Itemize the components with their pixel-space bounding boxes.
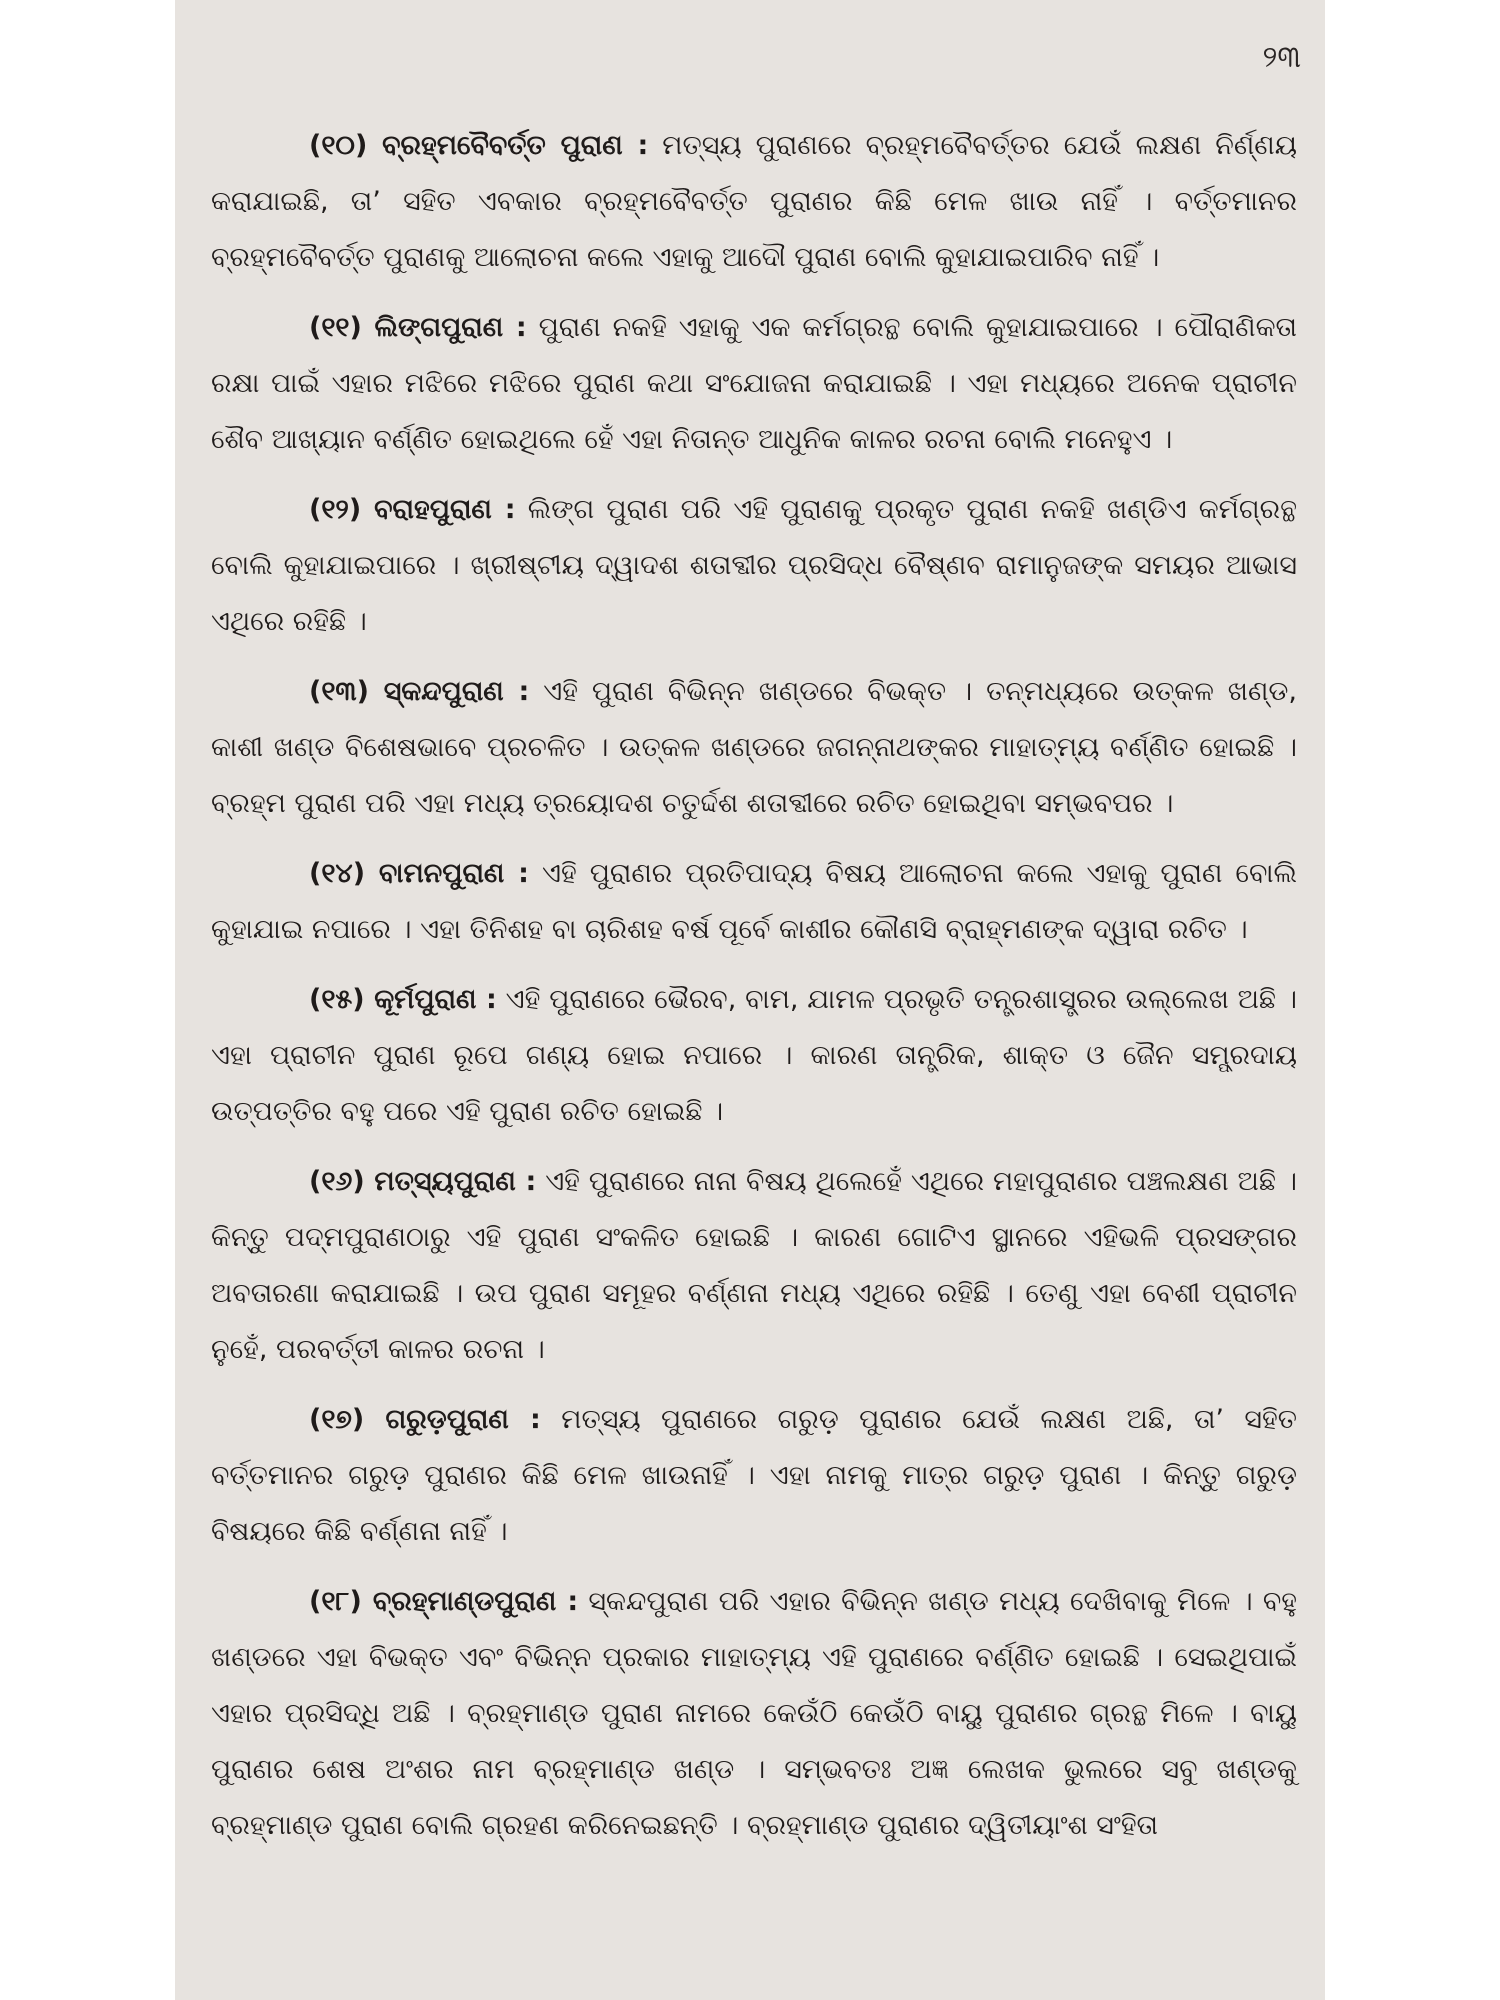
purana-entry-10 xyxy=(211,118,1297,286)
purana-entry-14 xyxy=(211,846,1297,958)
entry-heading: (୧୪) ବାମନପୁରାଣ : xyxy=(309,858,529,889)
entry-heading: (୧୫) କୂର୍ମପୁରାଣ : xyxy=(309,984,497,1015)
purana-entry-13 xyxy=(211,664,1297,832)
entry-body: ଏହି ପୁରାଣରେ ନାନା ବିଷୟ ଥିଲେହେଁ ଏଥିରେ ମହାପୁରାଣର ପଞ୍ଚଲକ୍ଷଣ ଅଛି । କିନ୍ତୁ ପଦ୍ମପୁରାଣଠାରୁ ଏହି ପୁରାଣ ସଂକଳିତ ହୋଇଛି । କାରଣ ଗୋଟିଏ ସ୍ଥାନରେ ଏହିଭଳି ପ୍ରସଙ୍ଗର ଅବତାରଣା କରାଯାଇଛି । ଉପ ପୁରାଣ ସମୂହର ବର୍ଣ୍ଣନା ମଧ୍ୟ ଏଥିରେ ରହିଛି । ତେଣୁ ଏହା ବେଶୀ ପ୍ରାଚୀନ ନୁହେଁ, ପରବର୍ତ୍ତୀ କାଳର ରଚନା । xyxy=(211,1166,1297,1365)
entry-body: ଲିଙ୍ଗ ପୁରାଣ ପରି ଏହି ପୁରାଣକୁ ପ୍ରକୃତ ପୁରାଣ ନକହି ଖଣ୍ଡିଏ କର୍ମଗ୍ରନ୍ଥ ବୋଲି କୁହାଯାଇପାରେ । ଖ୍ରୀଷ୍ଟୀୟ ଦ୍ୱାଦଶ ଶତାବ୍ଦୀର ପ୍ରସିଦ୍ଧ ବୈଷ୍ଣବ ରାମାନୁଜଙ୍କ ସମୟର ଆଭାସ ଏଥିରେ ରହିଛି । xyxy=(211,494,1297,637)
entry-heading: (୧୩) ସ୍କନ୍ଦପୁରାଣ : xyxy=(309,676,530,707)
purana-entry-12 xyxy=(211,482,1297,650)
entry-body: ପୁରାଣ ନକହି ଏହାକୁ ଏକ କର୍ମଗ୍ରନ୍ଥ ବୋଲି କୁହାଯାଇପାରେ । ପୌରାଣିକତା ରକ୍ଷା ପାଇଁ ଏହାର ମଝିରେ ମଝିରେ ପୁରାଣ କଥା ସଂଯୋଜନା କରାଯାଇଛି । ଏହା ମଧ୍ୟରେ ଅନେକ ପ୍ରାଚୀନ ଶୈବ ଆଖ୍ୟାନ ବର୍ଣ୍ଣିତ ହୋଇଥିଲେ ହେଁ ଏହା ନିତାନ୍ତ ଆଧୁନିକ କାଳର ରଚନା ବୋଲି ମନେହୁଏ । xyxy=(211,312,1297,455)
entry-body: ମତ୍ସ୍ୟ ପୁରାଣରେ ଗରୁଡ଼ ପୁରାଣର ଯେଉଁ ଲକ୍ଷଣ ଅଛି, ତା’ ସହିତ ବର୍ତ୍ତମାନର ଗରୁଡ଼ ପୁରାଣର କିଛି ମେଳ ଖାଉନାହିଁ । ଏହା ନାମକୁ ମାତ୍ର ଗରୁଡ଼ ପୁରାଣ । କିନ୍ତୁ ଗରୁଡ଼ ବିଷୟରେ କିଛି ବର୍ଣ୍ଣନା ନାହିଁ । xyxy=(211,1404,1298,1547)
entry-body: ଏହି ପୁରାଣ ବିଭିନ୍ନ ଖଣ୍ଡରେ ବିଭକ୍ତ । ତନ୍ମଧ୍ୟରେ ଉତ୍କଳ ଖଣ୍ଡ, କାଶୀ ଖଣ୍ଡ ବିଶେଷଭାବେ ପ୍ରଚଳିତ । ଉତ୍କଳ ଖଣ୍ଡରେ ଜଗନ୍ନାଥଙ୍କର ମାହାତ୍ମ୍ୟ ବର୍ଣ୍ଣିତ ହୋଇଛି । ବ୍ରହ୍ମ ପୁରାଣ ପରି ଏହା ମଧ୍ୟ ତ୍ରୟୋଦଶ ଚତୁର୍ଦ୍ଦଶ ଶତାବ୍ଦୀରେ ରଚିତ ହୋଇଥିବା ସମ୍ଭବପର । xyxy=(211,676,1297,819)
purana-entry-11 xyxy=(211,300,1297,468)
entry-heading: (୧୮) ବ୍ରହ୍ମାଣ୍ଡପୁରାଣ : xyxy=(309,1586,579,1617)
entry-body: ସ୍କନ୍ଦପୁରାଣ ପରି ଏହାର ବିଭିନ୍ନ ଖଣ୍ଡ ମଧ୍ୟ ଦେଖିବାକୁ ମିଳେ । ବହୁ ଖଣ୍ଡରେ ଏହା ବିଭକ୍ତ ଏବଂ ବିଭିନ୍ନ ପ୍ରକାର ମାହାତ୍ମ୍ୟ ଏହି ପୁରାଣରେ ବର୍ଣ୍ଣିତ ହୋଇଛି । ସେଇଥିପାଇଁ ଏହାର ପ୍ରସିଦ୍ଧି ଅଛି । ବ୍ରହ୍ମାଣ୍ଡ ପୁରାଣ ନାମରେ କେଉଁଠି କେଉଁଠି ବାୟୁ ପୁରାଣର ଗ୍ରନ୍ଥ ମିଳେ । ବାୟୁ ପୁରାଣର ଶେଷ ଅଂଶର ନାମ ବ୍ରହ୍ମାଣ୍ଡ ଖଣ୍ଡ । ସମ୍ଭବତଃ ଅଜ୍ଞ ଲେଖକ ଭୁଲରେ ସବୁ ଖଣ୍ଡକୁ ବ୍ରହ୍ମାଣ୍ଡ ପୁରାଣ ବୋଲି ଗ୍ରହଣ କରିନେଇଛନ୍ତି । ବ୍ରହ୍ମାଣ୍ଡ ପୁରାଣର ଦ୍ୱିତୀୟାଂଶ ସଂହିତା xyxy=(211,1586,1297,1841)
entry-heading: (୧୦) ବ୍ରହ୍ମବୈବର୍ତ୍ତ ପୁରାଣ : xyxy=(309,130,649,161)
purana-entry-16 xyxy=(211,1154,1297,1378)
purana-entry-18 xyxy=(211,1574,1297,1854)
page-number: ୨୩ xyxy=(1262,40,1301,75)
entry-body: ମତ୍ସ୍ୟ ପୁରାଣରେ ବ୍ରହ୍ମବୈବର୍ତ୍ତର ଯେଉଁ ଲକ୍ଷଣ ନିର୍ଣ୍ଣୟ କରାଯାଇଛି, ତା’ ସହିତ ଏବକାର ବ୍ରହ୍ମବୈବର୍ତ୍ତ ପୁରାଣର କିଛି ମେଳ ଖାଉ ନାହିଁ । ବର୍ତ୍ତମାନର ବ୍ରହ୍ମବୈବର୍ତ୍ତ ପୁରାଣକୁ ଆଲୋଚନା କଲେ ଏହାକୁ ଆଦୌ ପୁରାଣ ବୋଲି କୁହାଯାଇପାରିବ ନାହିଁ । xyxy=(211,130,1297,273)
page-content xyxy=(211,118,1297,1868)
purana-entry-17 xyxy=(211,1392,1297,1560)
purana-entry-15 xyxy=(211,972,1297,1140)
entry-heading: (୧୧) ଲିଙ୍ଗପୁରାଣ : xyxy=(309,312,527,343)
entry-heading: (୧୬) ମତ୍ସ୍ୟପୁରାଣ : xyxy=(309,1166,537,1197)
entry-heading: (୧୭) ଗରୁଡ଼ପୁରାଣ : xyxy=(309,1404,541,1435)
entry-body: ଏହି ପୁରାଣରେ ଭୈରବ, ବାମ, ଯାମଳ ପ୍ରଭୃତି ତନ୍ତ୍ରଶାସ୍ତ୍ରର ଉଲ୍ଲେଖ ଅଛି । ଏହା ପ୍ରାଚୀନ ପୁରାଣ ରୂପେ ଗଣ୍ୟ ହୋଇ ନପାରେ । କାରଣ ତାନ୍ତ୍ରିକ, ଶାକ୍ତ ଓ ଜୈନ ସମ୍ପ୍ରଦାୟ ଉତ୍ପତ୍ତିର ବହୁ ପରେ ଏହି ପୁରାଣ ରଚିତ ହୋଇଛି । xyxy=(211,984,1297,1127)
entry-body: ଏହି ପୁରାଣର ପ୍ରତିପାଦ୍ୟ ବିଷୟ ଆଲୋଚନା କଲେ ଏହାକୁ ପୁରାଣ ବୋଲି କୁହାଯାଇ ନପାରେ । ଏହା ତିନିଶହ ବା ଚାରିଶହ ବର୍ଷ ପୂର୍ବେ କାଶୀର କୌଣସି ବ୍ରାହ୍ମଣଙ୍କ ଦ୍ୱାରା ରଚିତ । xyxy=(211,858,1298,945)
book-page xyxy=(175,0,1325,2000)
entry-heading: (୧୨) ବରାହପୁରାଣ : xyxy=(309,494,516,525)
